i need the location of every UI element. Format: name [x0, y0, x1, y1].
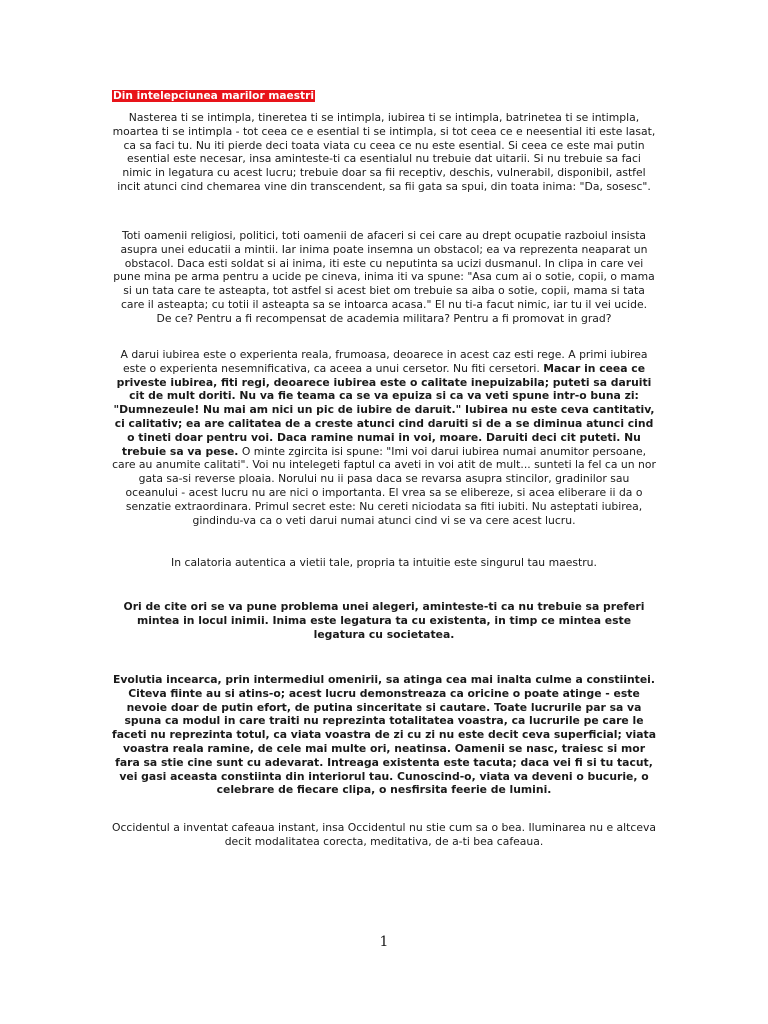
paragraph-giving-love-rest: O minte zgircita isi spune: "Imi voi darui iubirea numai anumitor persoane, care au anumite calitati". Voi nu intelegeti faptul ca aveti in voi atit de mult... sunteti la fel ca un nor gata sa-si reverse ploaia. Norului nu ii pasa daca se revarsa asupra stincilor, gradinilor sau oceanului - acest lucru nu are nici o importanta. El vrea sa se elibereze, si acea eliberare ii da o senzatie extraordinara. Primul secret este: Nu cereti niciodata sa fiti iubiti. Nu asteptati iubirea, gindindu-va ca o veti darui numai atunci cind vi se va cere acest lucru.	[112, 444, 656, 527]
paragraph-instant-coffee: Occidentul a inventat cafeaua instant, insa Occidentul nu stie cum sa o bea. Iluminarea nu e altceva decit modalitatea corecta, meditativa, de a-ti bea cafeaua.	[112, 821, 656, 848]
paragraph-intuition: In calatoria autentica a vietii tale, propria ta intuitie este singurul tau maestru.	[171, 556, 597, 569]
paragraph-heart-vs-mind: Ori de cite ori se va pune problema unei alegeri, aminteste-ti ca nu trebuie sa preferi mintea in locul inimii. Inima este legatura ta cu existenta, in timp ce mintea este legatura cu societatea.	[123, 600, 645, 641]
paragraph-giving-love-emphasis: Macar in ceea ce priveste iubirea, fiti regi, deoarece iubirea este o calitate inepuizabila; puteti sa daruiti cit de mult doriti. Nu va fie teama ca se va epuiza si ca va veti spune intr-o buna zi: "Dumnezeule! Nu mai am nici un pic de iubire de daruit." Iubirea nu este ceva cantitativ, ci calitativ; ea are calitatea de a creste atunci cind daruiti si de a se diminua atunci cind o tineti doar pentru voi. Daca ramine numai in voi, moare. Daruiti deci cit puteti. Nu trebuie sa va pese.	[113, 361, 655, 458]
paragraph-evolution-consciousness: Evolutia incearca, prin intermediul omenirii, sa atinga cea mai inalta culme a constiintei. Citeva fiinte au si atins-o; acest lucru demonstreaza ca oricine o poate atinge - este nevoie doar de putin efort, de putina sinceritate si cautare. Toate lucrurile par sa va spuna ca modul in care traiti nu reprezinta totalitatea voastra, ca lucrurile pe care le faceti nu reprezinta totul, ca viata voastra de zi cu zi nu este decit ceva superficial; viata voastra reala ramine, de cele mai multe ori, neatinsa. Oamenii se nasc, traiesc si mor fara sa stie cine sunt cu adevarat. Intreaga existenta este tacuta; daca vei fi si tu tacut, vei gasi aceasta constiinta din interiorul tau. Cunoscind-o, viata va deveni o bucurie, o celebrare de fiecare clipa, o nesfirsita feerie de lumini.	[112, 673, 656, 797]
paragraph-giving-love	[112, 348, 656, 527]
paragraph-education-of-mind: Toti oamenii religiosi, politici, toti oamenii de afaceri si cei care au drept ocupatie razboiul insista asupra unei educatii a mintii. Iar inima poate insemna un obstacol; ea va reprezenta neaparat un obstacol. Daca esti soldat si ai inima, iti este cu neputinta sa ucizi dusmanul. In clipa in care vei pune mina pe arma pentru a ucide pe cineva, inima iti va spune: "Asa cum ai o sotie, copii, o mama si un tata care te asteapta, tot astfel si acest biet om trebuie sa aiba o sotie, copii, mama si tata care il asteapta; cu totii il asteapta sa se intoarca acasa." El nu ti-a facut nimic, iar tu il vei ucide. De ce? Pentru a fi recompensat de academia militara? Pentru a fi promovat in grad?	[113, 229, 655, 325]
paragraph-giving-love-intro: A darui iubirea este o experienta reala, frumoasa, deoarece in acest caz esti rege. A primi iubirea este o experienta nesemnificativa, ca aceea a unui cersetor. Nu fiti cersetori.	[120, 348, 648, 375]
document-title: Din intelepciunea marilor maestri	[113, 90, 314, 102]
page-number: 1	[379, 934, 389, 950]
paragraph-birth-and-death: Nasterea ti se intimpla, tineretea ti se intimpla, iubirea ti se intimpla, batrinetea ti se intimpla, moartea ti se intimpla - tot ceea ce e esential ti se intimpla, si tot ceea ce e neesential iti este lasat, ca sa faci tu. Nu iti pierde deci toata viata cu ceea ce nu este esential. Si ceea ce este mai putin esential este necesar, insa aminteste-ti ca esentialul nu trebuie dat uitarii. Si nu trebuie sa faci nimic in legatura cu acest lucru; trebuie doar sa fii receptiv, deschis, vulnerabil, disponibil, astfel incit atunci cind chemarea vine din transcendent, sa fii gata sa spui, din toata inima: "Da, sosesc".	[112, 111, 656, 193]
